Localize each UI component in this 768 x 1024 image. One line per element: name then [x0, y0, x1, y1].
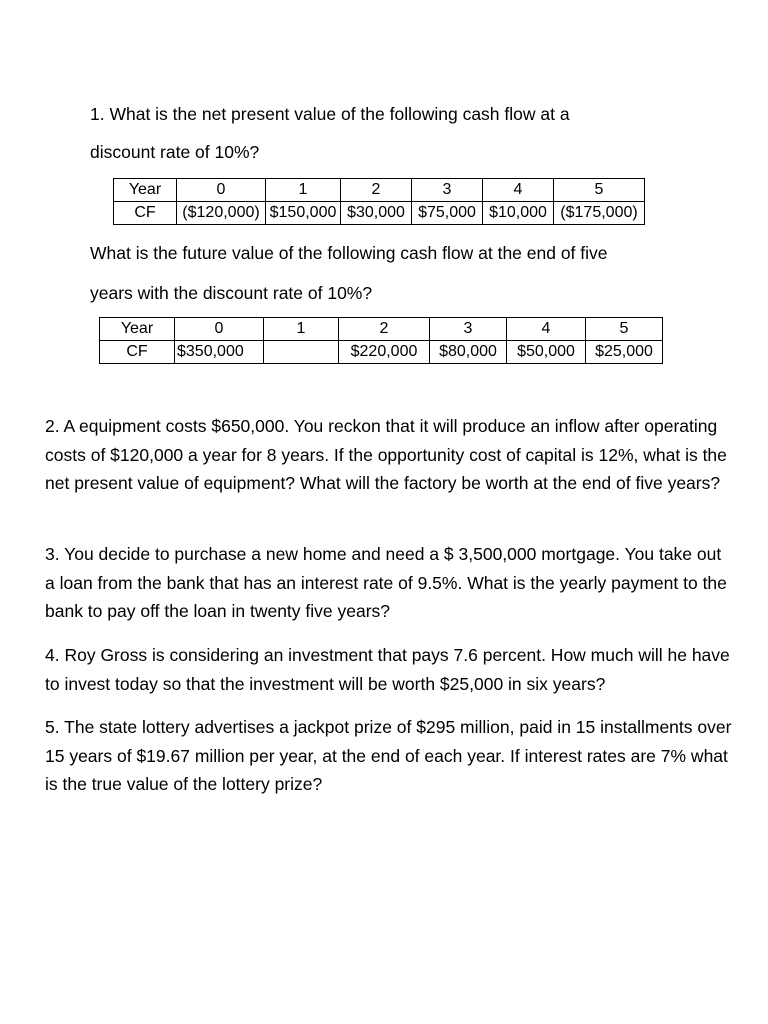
table-cell: $350,000: [175, 341, 264, 364]
table-header-cell: 0: [175, 318, 264, 341]
table-header-cell: 3: [412, 179, 483, 202]
question-4: 4. Roy Gross is considering an investment that pays 7.6 percent. How much will he have to invest today so that the investment will be worth $25,000 in six years?: [45, 645, 730, 694]
cash-flow-table-fv: [99, 317, 663, 364]
table-cell: $80,000: [430, 341, 507, 364]
question-1-line-4: years with the discount rate of 10%?: [90, 283, 373, 303]
table-header-cell: 1: [266, 179, 341, 202]
table-header-cell: 4: [507, 318, 586, 341]
question-3: 3. You decide to purchase a new home and need a $ 3,500,000 mortgage. You take out a loan from the bank that has an interest rate of 9.5%. What is the yearly payment to the bank to pay off the loan in twenty five years?: [45, 544, 727, 621]
table-cell: $30,000: [341, 202, 412, 225]
table-cell: $75,000: [412, 202, 483, 225]
question-5: 5. The state lottery advertises a jackpot prize of $295 million, paid in 15 installments over 15 years of $19.67 million per year, at the end of each year. If interest rates are 7% what is the true value of the lottery prize?: [45, 717, 732, 794]
table-cell: $10,000: [483, 202, 554, 225]
table-cell: $25,000: [586, 341, 663, 364]
table-header-cell: 2: [341, 179, 412, 202]
table-cell: CF: [100, 341, 175, 364]
table-row: [100, 341, 663, 364]
table-header-cell: 5: [554, 179, 645, 202]
table-header-cell: 3: [430, 318, 507, 341]
table-cell: $150,000: [266, 202, 341, 225]
table-cell: ($120,000): [177, 202, 266, 225]
table-header-cell: Year: [100, 318, 175, 341]
question-1-line-2: discount rate of 10%?: [90, 142, 260, 162]
question-1-line-3: What is the future value of the following cash flow at the end of five: [90, 243, 608, 263]
table-header-cell: 0: [177, 179, 266, 202]
table-header-cell: 2: [339, 318, 430, 341]
table-row: [100, 318, 663, 341]
table-cell: CF: [114, 202, 177, 225]
table-cell: ($175,000): [554, 202, 645, 225]
table-cell: $220,000: [339, 341, 430, 364]
cash-flow-table-npv: [113, 178, 645, 225]
table-header-cell: Year: [114, 179, 177, 202]
table-cell: [264, 341, 339, 364]
table-cell: $50,000: [507, 341, 586, 364]
table-row: [114, 202, 645, 225]
table-header-cell: 5: [586, 318, 663, 341]
table-header-cell: 4: [483, 179, 554, 202]
question-2: 2. A equipment costs $650,000. You reckon that it will produce an inflow after operating costs of $120,000 a year for 8 years. If the opportunity cost of capital is 12%, what is the net present value of equipment? What will the factory be worth at the end of five years?: [45, 416, 727, 493]
table-header-cell: 1: [264, 318, 339, 341]
question-1-line-1: 1. What is the net present value of the following cash flow at a: [90, 104, 570, 124]
table-row: [114, 179, 645, 202]
